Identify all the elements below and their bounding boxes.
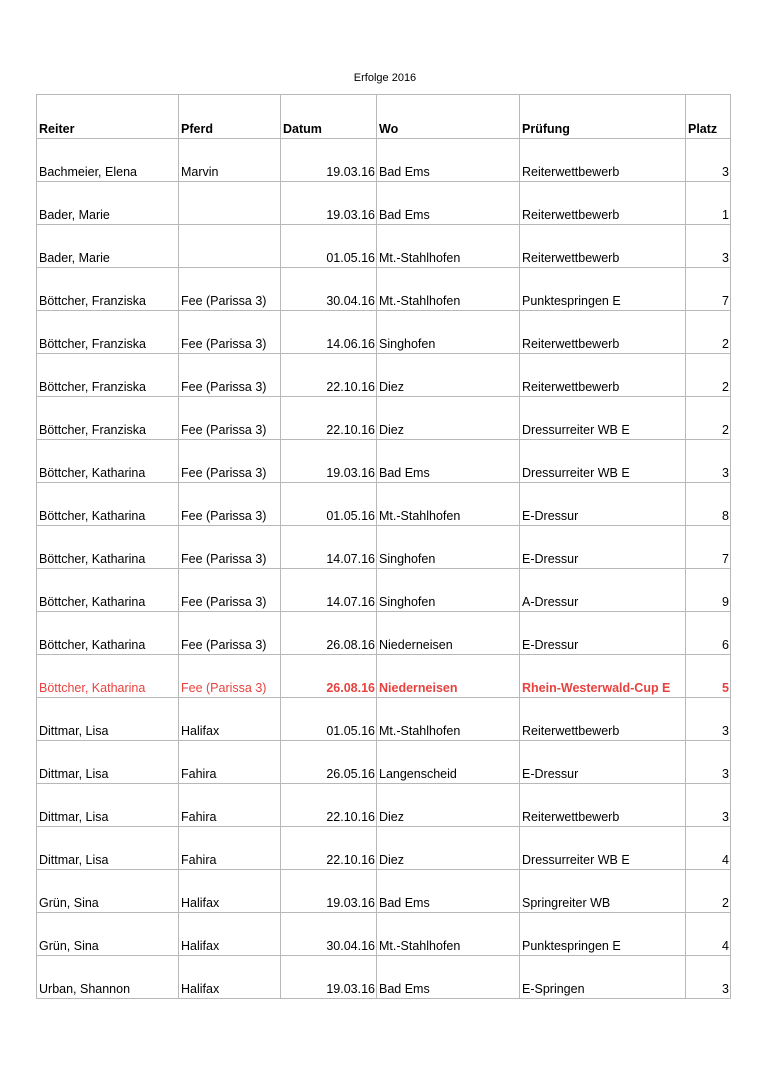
cell-platz: 4 — [686, 913, 731, 956]
cell-pruefung: A-Dressur — [520, 569, 686, 612]
cell-platz: 9 — [686, 569, 731, 612]
cell-pruefung: Reiterwettbewerb — [520, 139, 686, 182]
cell-reiter: Bader, Marie — [37, 182, 179, 225]
cell-datum: 22.10.16 — [281, 784, 377, 827]
cell-reiter: Böttcher, Katharina — [37, 483, 179, 526]
cell-pferd: Marvin — [179, 139, 281, 182]
cell-datum: 01.05.16 — [281, 225, 377, 268]
cell-wo: Diez — [377, 354, 520, 397]
cell-platz: 7 — [686, 268, 731, 311]
cell-wo: Diez — [377, 784, 520, 827]
cell-pruefung: Springreiter WB — [520, 870, 686, 913]
cell-datum: 19.03.16 — [281, 182, 377, 225]
results-table — [36, 94, 731, 999]
table-row — [37, 569, 731, 612]
cell-datum: 01.05.16 — [281, 483, 377, 526]
header-reiter: Reiter — [37, 95, 179, 139]
cell-datum: 22.10.16 — [281, 397, 377, 440]
cell-reiter: Dittmar, Lisa — [37, 784, 179, 827]
cell-pferd: Halifax — [179, 870, 281, 913]
table-row — [37, 741, 731, 784]
table-row — [37, 139, 731, 182]
cell-wo: Niederneisen — [377, 612, 520, 655]
page-title: Erfolge 2016 — [353, 72, 417, 84]
cell-datum: 19.03.16 — [281, 440, 377, 483]
cell-pferd: Fee (Parissa 3) — [179, 440, 281, 483]
cell-pferd: Fee (Parissa 3) — [179, 397, 281, 440]
cell-wo: Mt.-Stahlhofen — [377, 225, 520, 268]
cell-platz: 3 — [686, 139, 731, 182]
table-row — [37, 397, 731, 440]
cell-reiter: Böttcher, Katharina — [37, 655, 179, 698]
cell-datum: 30.04.16 — [281, 268, 377, 311]
cell-platz: 7 — [686, 526, 731, 569]
cell-wo: Bad Ems — [377, 182, 520, 225]
cell-pruefung: Reiterwettbewerb — [520, 225, 686, 268]
cell-wo: Bad Ems — [377, 956, 520, 999]
table-row — [37, 225, 731, 268]
cell-reiter: Böttcher, Katharina — [37, 612, 179, 655]
cell-pruefung: Reiterwettbewerb — [520, 354, 686, 397]
cell-reiter: Bachmeier, Elena — [37, 139, 179, 182]
cell-datum: 30.04.16 — [281, 913, 377, 956]
cell-wo: Bad Ems — [377, 139, 520, 182]
cell-reiter: Böttcher, Katharina — [37, 569, 179, 612]
cell-wo: Diez — [377, 397, 520, 440]
cell-wo: Mt.-Stahlhofen — [377, 483, 520, 526]
cell-pruefung: Punktespringen E — [520, 268, 686, 311]
cell-datum: 14.06.16 — [281, 311, 377, 354]
header-wo: Wo — [377, 95, 520, 139]
table-row — [37, 784, 731, 827]
table-row — [37, 655, 731, 698]
cell-pferd: Fahira — [179, 827, 281, 870]
cell-pferd: Fee (Parissa 3) — [179, 354, 281, 397]
cell-pruefung: Reiterwettbewerb — [520, 311, 686, 354]
cell-platz: 3 — [686, 784, 731, 827]
cell-reiter: Böttcher, Franziska — [37, 311, 179, 354]
table-row — [37, 354, 731, 397]
cell-reiter: Grün, Sina — [37, 870, 179, 913]
table-row — [37, 526, 731, 569]
cell-datum: 22.10.16 — [281, 354, 377, 397]
table-row — [37, 311, 731, 354]
cell-datum: 19.03.16 — [281, 870, 377, 913]
cell-pruefung: Dressurreiter WB E — [520, 440, 686, 483]
cell-datum: 26.08.16 — [281, 655, 377, 698]
cell-pruefung: E-Dressur — [520, 526, 686, 569]
cell-reiter: Dittmar, Lisa — [37, 741, 179, 784]
cell-datum: 14.07.16 — [281, 526, 377, 569]
cell-datum: 22.10.16 — [281, 827, 377, 870]
header-pferd: Pferd — [179, 95, 281, 139]
cell-pferd: Halifax — [179, 913, 281, 956]
cell-platz: 2 — [686, 397, 731, 440]
table-row — [37, 870, 731, 913]
cell-wo: Singhofen — [377, 311, 520, 354]
cell-wo: Diez — [377, 827, 520, 870]
cell-pruefung: Reiterwettbewerb — [520, 784, 686, 827]
cell-pferd: Halifax — [179, 956, 281, 999]
cell-pferd: Fee (Parissa 3) — [179, 612, 281, 655]
cell-pruefung: E-Springen — [520, 956, 686, 999]
cell-pferd: Fahira — [179, 784, 281, 827]
cell-wo: Langenscheid — [377, 741, 520, 784]
table-row — [37, 483, 731, 526]
cell-platz: 2 — [686, 311, 731, 354]
cell-pruefung: E-Dressur — [520, 612, 686, 655]
table-row — [37, 913, 731, 956]
cell-platz: 4 — [686, 827, 731, 870]
cell-reiter: Böttcher, Katharina — [37, 440, 179, 483]
cell-reiter: Böttcher, Katharina — [37, 526, 179, 569]
cell-datum: 19.03.16 — [281, 139, 377, 182]
cell-platz: 3 — [686, 698, 731, 741]
cell-pruefung: Rhein-Westerwald-Cup E — [520, 655, 686, 698]
cell-pruefung: E-Dressur — [520, 741, 686, 784]
cell-platz: 8 — [686, 483, 731, 526]
cell-platz: 1 — [686, 182, 731, 225]
cell-pruefung: Dressurreiter WB E — [520, 827, 686, 870]
cell-pruefung: Punktespringen E — [520, 913, 686, 956]
cell-datum: 14.07.16 — [281, 569, 377, 612]
table-row — [37, 956, 731, 999]
table-row — [37, 440, 731, 483]
cell-platz: 2 — [686, 354, 731, 397]
cell-pferd: Halifax — [179, 698, 281, 741]
cell-datum: 26.08.16 — [281, 612, 377, 655]
cell-wo: Mt.-Stahlhofen — [377, 268, 520, 311]
cell-pferd: Fee (Parissa 3) — [179, 526, 281, 569]
cell-platz: 3 — [686, 440, 731, 483]
cell-pferd — [179, 182, 281, 225]
cell-datum: 19.03.16 — [281, 956, 377, 999]
cell-wo: Singhofen — [377, 526, 520, 569]
cell-wo: Bad Ems — [377, 440, 520, 483]
cell-pferd: Fee (Parissa 3) — [179, 569, 281, 612]
table-row — [37, 612, 731, 655]
cell-wo: Mt.-Stahlhofen — [377, 913, 520, 956]
cell-datum: 26.05.16 — [281, 741, 377, 784]
cell-reiter: Urban, Shannon — [37, 956, 179, 999]
header-datum: Datum — [281, 95, 377, 139]
cell-platz: 3 — [686, 956, 731, 999]
cell-wo: Bad Ems — [377, 870, 520, 913]
cell-wo: Niederneisen — [377, 655, 520, 698]
table-row — [37, 827, 731, 870]
cell-wo: Mt.-Stahlhofen — [377, 698, 520, 741]
cell-pferd: Fahira — [179, 741, 281, 784]
cell-platz: 3 — [686, 741, 731, 784]
cell-pruefung: E-Dressur — [520, 483, 686, 526]
header-platz: Platz — [686, 95, 731, 139]
cell-platz: 6 — [686, 612, 731, 655]
cell-wo: Singhofen — [377, 569, 520, 612]
cell-pferd — [179, 225, 281, 268]
cell-reiter: Dittmar, Lisa — [37, 698, 179, 741]
header-row — [37, 95, 731, 139]
table-row — [37, 182, 731, 225]
cell-platz: 5 — [686, 655, 731, 698]
cell-datum: 01.05.16 — [281, 698, 377, 741]
cell-pferd: Fee (Parissa 3) — [179, 311, 281, 354]
table-row — [37, 698, 731, 741]
table-row — [37, 268, 731, 311]
cell-platz: 3 — [686, 225, 731, 268]
header-pruefung: Prüfung — [520, 95, 686, 139]
cell-pferd: Fee (Parissa 3) — [179, 483, 281, 526]
cell-pferd: Fee (Parissa 3) — [179, 268, 281, 311]
cell-platz: 2 — [686, 870, 731, 913]
cell-reiter: Böttcher, Franziska — [37, 397, 179, 440]
cell-reiter: Böttcher, Franziska — [37, 268, 179, 311]
cell-pferd: Fee (Parissa 3) — [179, 655, 281, 698]
cell-pruefung: Reiterwettbewerb — [520, 698, 686, 741]
cell-reiter: Dittmar, Lisa — [37, 827, 179, 870]
cell-pruefung: Reiterwettbewerb — [520, 182, 686, 225]
cell-pruefung: Dressurreiter WB E — [520, 397, 686, 440]
cell-reiter: Böttcher, Franziska — [37, 354, 179, 397]
cell-reiter: Grün, Sina — [37, 913, 179, 956]
cell-reiter: Bader, Marie — [37, 225, 179, 268]
